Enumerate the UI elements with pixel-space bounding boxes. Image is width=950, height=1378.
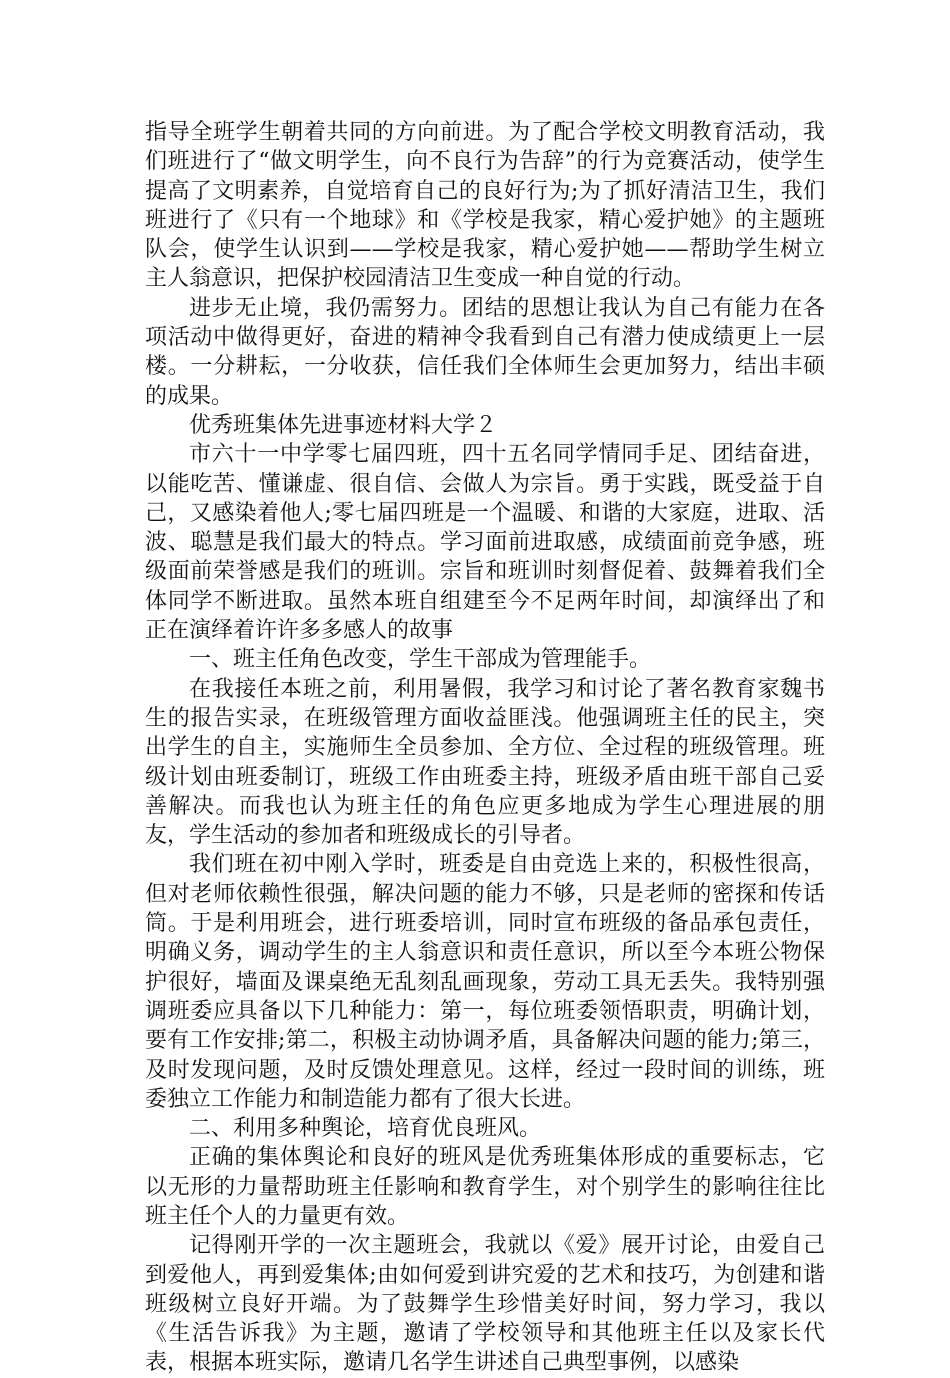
paragraph: 进步无止境，我仍需努力。团结的思想让我认为自己有能力在各项活动中做得更好，奋进的精神令我看到自己有潜力使成绩更上一层楼。一分耕耘，一分收获，信任我们全体师生会更加努力，结出丰硕的成果。 bbox=[145, 295, 825, 409]
paragraph: 市六十一中学零七届四班，四十五名同学情同手足、团结奋进，以能吃苦、懂谦虚、很自信、会做人为宗旨。勇于实践，既受益于自己，又感染着他人;零七届四班是一个温暖、和谐的大家庭，进取、活波、聪慧是我们最大的特点。学习面前进取感，成绩面前竞争感，班级面前荣誉感是我们的班训。宗旨和班训时刻督促着、鼓舞着我们全体同学不断进取。虽然本班自组建至今不足两年时间，却演绎出了和正在演绎着许许多多感人的故事 bbox=[145, 442, 825, 644]
paragraph: 记得刚开学的一次主题班会，我就以《爱》展开讨论，由爱自己到爱他人，再到爱集体;由如何爱到讲究爱的艺术和技巧，为创建和谐班级树立良好开端。为了鼓舞学生珍惜美好时间，努力学习，我以《生活告诉我》为主题，邀请了学校领导和其他班主任以及家长代表，根据本班实际，邀请几名学生讲述自己典型事例，以感染 bbox=[145, 1233, 825, 1376]
section-title: 优秀班集体先进事迹材料大学２ bbox=[189, 412, 498, 438]
paragraph: 在我接任本班之前，利用暑假，我学习和讨论了著名教育家魏书生的报告实录，在班级管理方面收益匪浅。他强调班主任的民主，突出学生的自主，实施师生全员参加、全方位、全过程的班级管理。班级计划由班委制订，班级工作由班委主持，班级矛盾由班干部自己妥善解决。而我也认为班主任的角色应更多地成为学生心理进展的朋友，学生活动的参加者和班级成长的引导者。 bbox=[145, 676, 825, 849]
section-heading: 二、利用多种舆论，培育优良班风。 bbox=[189, 1116, 542, 1142]
paragraph: 指导全班学生朝着共同的方向前进。为了配合学校文明教育活动，我们班进行了“做文明学生，向不良行为告辞”的行为竞赛活动，使学生提高了文明素养，自觉培育自己的良好行为;为了抓好清洁卫生，我们班进行了《只有一个地球》和《学校是我家，精心爱护她》的主题班队会，使学生认识到——学校是我家，精心爱护她——帮助学生树立主人翁意识，把保护校园清洁卫生变成一种自觉的行动。 bbox=[145, 120, 825, 292]
paragraph: 正确的集体舆论和良好的班风是优秀班集体形成的重要标志，它以无形的力量帮助班主任影响和教育学生，对个别学生的影响往往比班主任个人的力量更有效。 bbox=[145, 1145, 825, 1229]
section-heading: 一、班主任角色改变，学生干部成为管理能手。 bbox=[189, 647, 652, 673]
document-body bbox=[145, 118, 825, 1378]
paragraph: 我们班在初中刚入学时，班委是自由竞选上来的，积极性很高，但对老师依赖性很强，解决问题的能力不够，只是老师的密探和传话筒。于是利用班会，进行班委培训，同时宣布班级的备品承包责任，明确义务，调动学生的主人翁意识和责任意识，所以至今本班公物保护很好，墙面及课桌绝无乱刻乱画现象，劳动工具无丢失。我特别强调班委应具备以下几种能力：第一，每位班委领悟职责，明确计划，要有工作安排;第二，积极主动协调矛盾，具备解决问题的能力;第三，及时发现问题，及时反馈处理意见。这样，经过一段时间的训练，班委独立工作能力和制造能力都有了很大长进。 bbox=[145, 852, 825, 1112]
